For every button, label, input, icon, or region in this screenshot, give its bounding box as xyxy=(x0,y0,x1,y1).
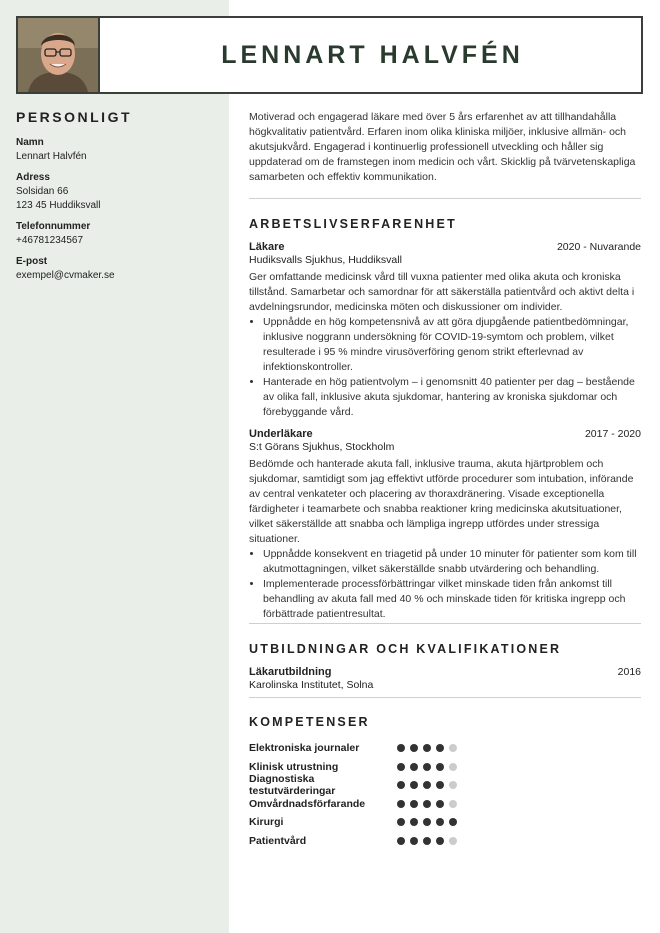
field-value: +46781234567 xyxy=(16,235,84,246)
field-label: E-post xyxy=(16,256,48,267)
rating-dot-filled xyxy=(410,744,418,752)
field-value: Solsidan 66 xyxy=(16,186,69,197)
job-description: Ger omfattande medicinsk vård till vuxna patienter med olika akuta och kroniska tillstånd. Samarbetar och samordnar för att säkerställa patientvård och aktivt delta i avdelningsrundor, medicinska möten och diskussioner om individer. xyxy=(249,271,635,313)
field-label: Telefonnummer xyxy=(16,221,91,232)
rating-dot-filled xyxy=(410,800,418,808)
divider xyxy=(249,697,641,698)
rating-dot-filled xyxy=(436,800,444,808)
skill-rating xyxy=(397,763,457,771)
rating-dot-filled xyxy=(397,763,405,771)
field-label: Adress xyxy=(16,172,50,183)
rating-dot-filled xyxy=(423,781,431,789)
job-title: Underläkare xyxy=(249,428,313,440)
skill-rating xyxy=(397,781,457,789)
field-address xyxy=(16,171,221,213)
achievement-list xyxy=(249,547,641,622)
field-label: Namn xyxy=(16,137,44,148)
rating-dot-empty xyxy=(449,837,457,845)
divider xyxy=(249,198,641,199)
rating-dot-filled xyxy=(397,818,405,826)
skills-list xyxy=(249,739,641,850)
rating-dot-filled xyxy=(436,837,444,845)
skill-row xyxy=(249,739,641,758)
rating-dot-filled xyxy=(397,744,405,752)
rating-dot-filled xyxy=(397,781,405,789)
rating-dot-filled xyxy=(436,744,444,752)
rating-dot-filled xyxy=(410,837,418,845)
field-value: 123 45 Huddiksvall xyxy=(16,200,101,211)
rating-dot-empty xyxy=(449,781,457,789)
rating-dot-filled xyxy=(423,763,431,771)
rating-dot-filled xyxy=(410,781,418,789)
achievement-item: • Uppnådde en hög kompetensnivå av att göra djupgående patientbedömningar, inklusive noggrann undersökning för COVID-19-symtom och problem, vilket resulterade i 95 % mindre virusöverföring genom strikt efterlevnad av infektionskontroller. xyxy=(263,315,641,375)
education-entry xyxy=(249,666,641,692)
profile-photo xyxy=(16,16,100,94)
achievement-item: • Implementerade processförbättringar vilket minskade tiden från ankomst till behandling av akuta fall med 40 % och minskade tiden för kritiska ingrepp och förbättrade patientresultat. xyxy=(263,577,641,622)
skills-heading: KOMPETENSER xyxy=(249,715,370,729)
email-link[interactable]: exempel@cvmaker.se xyxy=(16,270,115,281)
job-employer: S:t Görans Sjukhus, Stockholm xyxy=(249,441,395,453)
job-date: 2017 - 2020 xyxy=(584,428,641,440)
main-content xyxy=(249,110,641,850)
job-title: Läkare xyxy=(249,241,285,253)
job-description: Bedömde och hanterade akuta fall, inklusive trauma, akuta hjärtproblem och sjukdomar, samtidigt som jag effektivt utförde procedurer som intubation, införande av central venkateter och placering av thoraxdränering. Visade exceptionella färdigheter i teamarbete och snabba reaktioner kring medicinska akutsituationer, vilket säkerställde att snabba och lämpliga ingrepp utfördes under stressiga situationer. xyxy=(249,458,634,545)
profile-summary: Motiverad och engagerad läkare med över 5 års erfarenhet av att tillhandahålla högkvalitativ patientvård. Erfaren inom olika kliniska miljöer, inklusive allmän- och akutsjukvård. Engagerad i kontinuerlig professionell utveckling och håller sig uppdaterad om de framstegen inom medicin och vårt. Skicklig på tvärvetenskapliga samarbeten och effektiv kommunikation. xyxy=(249,111,636,183)
education-date: 2016 xyxy=(617,666,641,678)
degree-title: Läkarutbildning xyxy=(249,666,332,678)
skill-rating xyxy=(397,744,457,752)
skill-row xyxy=(249,773,641,798)
rating-dot-filled xyxy=(449,818,457,826)
person-name: LENNART HALVFÉN xyxy=(221,40,524,69)
job-entry xyxy=(249,241,641,420)
personal-heading: PERSONLIGT xyxy=(16,109,133,125)
skill-rating xyxy=(397,818,457,826)
achievement-list xyxy=(249,315,641,420)
skill-rating xyxy=(397,837,457,845)
achievement-item: • Uppnådde konsekvent en triagetid på under 10 minuter för patienter som kom till akutmottagningen, vilket säkerställde snabb utvärdering och behandling. xyxy=(263,547,641,577)
skill-name: Omvårdnadsförfarande xyxy=(249,797,366,810)
field-phone xyxy=(16,220,221,248)
rating-dot-filled xyxy=(397,837,405,845)
field-value: Lennart Halvfén xyxy=(16,151,87,162)
rating-dot-empty xyxy=(449,744,457,752)
rating-dot-filled xyxy=(410,818,418,826)
rating-dot-filled xyxy=(423,837,431,845)
rating-dot-filled xyxy=(436,818,444,826)
rating-dot-filled xyxy=(423,818,431,826)
skill-name: Elektroniska journaler xyxy=(249,742,360,755)
job-date: 2020 - Nuvarande xyxy=(556,241,641,253)
rating-dot-filled xyxy=(397,800,405,808)
rating-dot-empty xyxy=(449,800,457,808)
rating-dot-filled xyxy=(436,781,444,789)
divider xyxy=(249,623,641,624)
rating-dot-filled xyxy=(423,800,431,808)
job-entry xyxy=(249,428,641,622)
skill-row xyxy=(249,813,641,832)
skill-row xyxy=(249,832,641,851)
skill-name: Patientvård xyxy=(249,834,307,847)
skill-name: Diagnostiska testutvärderingar xyxy=(249,773,336,798)
education-heading: UTBILDNINGAR OCH KVALIFIKATIONER xyxy=(249,642,562,656)
field-email xyxy=(16,255,221,283)
achievement-item: • Hanterade en hög patientvolym – i genomsnitt 40 patienter per dag – bestående av olika fall, inklusive akuta sjukdomar, hantering av kroniska sjukdomar och förebyggande vård. xyxy=(263,375,641,420)
job-employer: Hudiksvalls Sjukhus, Huddiksvall xyxy=(249,254,402,266)
skill-rating xyxy=(397,800,457,808)
name-header xyxy=(100,16,643,94)
education-school: Karolinska Institutet, Solna xyxy=(249,679,374,691)
rating-dot-filled xyxy=(436,763,444,771)
skill-row xyxy=(249,795,641,814)
skill-name: Klinisk utrustning xyxy=(249,760,339,773)
personal-info xyxy=(16,136,221,290)
rating-dot-empty xyxy=(449,763,457,771)
experience-heading: ARBETSLIVSERFARENHET xyxy=(249,217,457,231)
rating-dot-filled xyxy=(423,744,431,752)
rating-dot-filled xyxy=(410,763,418,771)
skill-name: Kirurgi xyxy=(249,816,284,829)
field-name xyxy=(16,136,221,164)
